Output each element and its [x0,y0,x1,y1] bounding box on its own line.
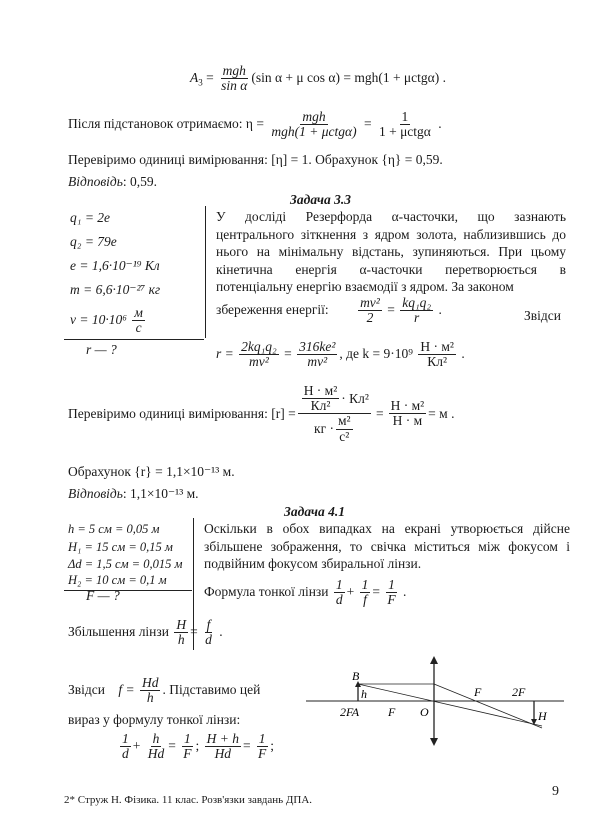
sub-frac4: $\frac{H + h}{Hd}$ [206,731,239,762]
v-unit-den: с [135,320,142,336]
r-den1: mv² [249,354,269,370]
given33-3: e = 1,6·10⁻¹⁹ Кл [70,258,160,273]
magnif-frac1: $\frac{H}{h}$ [176,617,187,648]
units-label-r: Перевіримо одиниці вимірювання: [r] = [68,405,296,421]
a3-num: mgh [222,63,246,78]
lens-arrow-top [430,656,438,664]
thin-lens-formula: Формула тонкої лінзи $\frac{1}{d}$ + $\frac{1}{f}$ = $\frac{1}{F}$ . [204,577,407,608]
label-B: B [352,669,360,683]
cons-den2: r [414,310,420,326]
conservation-line: збереження енергії: $\frac{\text{mv²}}{2}$ = $\frac{\text{kq₁q₂}}{r}$ . [216,295,442,326]
magnif-frac2: $\frac{f}{d}$ [205,617,212,648]
f-eq: f = [118,681,135,697]
label-O: O [420,705,429,719]
conservation-label: збереження енергії: [216,301,329,317]
r-den2: mv² [307,354,328,370]
label-F1: F [388,705,396,719]
label-2FA: 2FA [340,705,360,719]
given41-divider [64,590,192,591]
subst-text-2: вираз у формулу тонкої лінзи: [68,712,241,727]
k-unit [418,340,456,369]
lens-arrow-bottom [430,738,438,746]
units-inner-bottom [336,414,353,443]
eta-eq: η = [245,115,264,131]
v-unit-num: м [134,305,143,320]
r-num1: 2kq₁q₂ [241,339,277,354]
a3-sub: 3 [198,77,203,88]
cons-num1: mv² [360,295,380,310]
given33-4: m = 6,6·10⁻²⁷ кг [70,282,161,297]
lens-ray-diagram [306,654,566,754]
r-formula: r = $\frac{\text{2kq₁q₂}}{\text{mv²}}$ = $\frac{\text{316ke²}}{\text{mv²}}$ , де k = 9·10⁹ $\frac{\text{Н · м²}}{\text{Кл²}}$ . [216,339,465,370]
f-num: Hd [141,675,159,690]
given33-1: q₁ = 2e [70,210,111,225]
whence-41: Звідси [68,681,105,697]
u-res: = м . [428,405,455,421]
k-unit-num: Н · м² [420,339,454,354]
v-unit [132,306,145,335]
u-res-den: Н · м [392,413,423,429]
answer-1 [68,174,157,190]
k-unit-den: Кл² [427,354,448,370]
eta-frac2 [377,110,433,139]
cons-num2: kq₁q₂ [402,295,432,310]
magnification: Збільшення лінзи $\frac{H}{h}$ = $\frac{f}{d}$ . [68,617,223,648]
eta-den2: 1 + μctgα [378,124,431,140]
given33-vline [205,206,206,338]
answer-value-1: : 0,59. [122,174,158,189]
u-num-den: Кл² [310,398,331,414]
eta-num1: mgh [302,109,326,124]
magnif-label: Збільшення лінзи [68,623,169,639]
sub-frac1: $\frac{1}{d}$ [122,731,129,762]
find41: F — ? [86,588,120,603]
eta-num2: 1 [401,109,409,124]
task33-title: Задача 3.3 [290,192,351,207]
a3-symbol: A [190,69,199,85]
k-where: , де k = 9·10⁹ [339,345,413,361]
answer-value-33: : 1,1×10⁻¹³ м. [122,486,199,501]
cons-frac1 [358,296,382,325]
calc-33: Обрахунок {r} = 1,1×10⁻¹³ м. [68,464,235,479]
lens-substituted: $\frac{1}{d}$ + $\frac{h}{Hd}$ = $\frac{1}{F}$ ; $\frac{H + h}{Hd}$ = $\frac{1}{F}$ ; [122,731,275,762]
answer-33 [68,486,199,502]
sub-frac3: $\frac{1}{F}$ [183,731,192,762]
label-h: h [361,687,367,701]
footer-credit: 2* Струж Н. Фізика. 11 клас. Розв'язки завдань ДПА. [64,794,313,806]
answer-label-33: Відповідь [68,486,123,501]
lens-frac-f: $\frac{1}{f}$ [361,577,369,608]
r-frac2 [297,340,337,369]
sub-frac2: $\frac{h}{Hd}$ [147,731,165,762]
a3-rest: (sin α + μ cos α) = mgh(1 + μctgα) . [251,69,446,85]
find33: r — ? [86,342,117,357]
cons-den1: 2 [366,310,374,326]
answer-label-1: Відповідь [68,174,123,189]
units-check-r: Перевіримо одиниці вимірювання: [r] = $\frac{\text{Н · м²}}{\text{Кл²}}$ · Кл² кг · $\frac{\text{м²}}{\text{с²}}$ = $\frac{\text{Н · м²}}{Н \cdot м}$ = м . [68,383,455,444]
given33-divider [64,339,204,340]
f-frac [140,676,161,705]
label-F2: F [474,685,482,699]
a3-den: sin α [221,78,248,94]
r-frac1 [239,340,279,369]
units-check-eta: Перевіримо одиниці вимірювання: [η] = 1. Обрахунок {η} = 0,59. [68,152,443,167]
a3-formula: $A_3$ = $\frac{\text{mgh}}{\text{sin α}}$ (sin α + μ cos α) = mgh(1 + μctgα) . [190,63,446,94]
a3-fraction [219,64,249,93]
label-2F: 2F [512,685,526,699]
given41-2: H₁ = 15 см = 0,15 м [68,540,173,554]
given33-v: v = 10·10⁶ [70,311,127,327]
lens-frac-d: $\frac{1}{d}$ [335,577,343,608]
u-den-num: м² [338,413,351,429]
task41-title: Задача 4.1 [284,504,345,519]
u-num-top: Н · м² [303,383,338,398]
eta-formula: Після підстановок отримаємо: η = $\frac{\text{mgh}}{\text{mgh(1 + μctgα)}}$ = $\frac{1}{\text{1 + μctgα}}$ . [68,109,442,140]
eta-frac1 [269,110,358,139]
label-H: H [538,709,547,723]
u-res-num: Н · м² [390,398,425,414]
lens-frac-F: $\frac{1}{F}$ [387,577,396,608]
f-expression [68,676,260,705]
given33-2: q₂ = 79e [70,234,117,249]
ray-refracted [434,684,542,728]
cons-frac2 [400,296,433,325]
eta-den1: mgh(1 + μctgα) [271,124,357,140]
page-number: 9 [552,784,559,799]
given41-4: H₂ = 10 см = 0,1 м [68,573,167,587]
r-num2: 316ke² [299,339,336,354]
units-result-frac [389,399,427,428]
u-den-den: с² [339,428,350,444]
f-den: h [146,690,154,706]
task33-text: У досліді Резерфорда α-часточки, що зазнають центрального зіткнення з ядром золота, наблизившись до нього на мінімальну відстань, зупиняються. При цьому кінетична енергія α-часточки перетворюється в потенціальну енергію взаємодії з ядром. За законом [216,209,566,294]
sub-frac5: $\frac{1}{F}$ [258,731,267,762]
formula-label: Формула тонкої лінзи [204,583,329,599]
units-big-frac [298,384,371,444]
task41-text: Оскільки в обох випадках на екрані утворюється дійсне збільшене зображення, то свічка міститься між фокусом і подвійним фокусом збиральної лінзи. [204,521,570,571]
after-subst-text: Після підстановок отримаємо: [68,115,243,131]
units-inner-top [302,384,340,413]
u-num-tail: · Кл² [341,390,369,406]
whence-33: Звідси [524,308,561,323]
given33-5 [70,306,147,335]
given41-1: h = 5 см = 0,05 м [68,522,160,536]
u-den-kg: кг · [314,420,334,436]
r-eq: r = [216,345,234,361]
subst-text: . Підставимо цей [162,681,261,697]
given41-3: Δd = 1,5 см = 0,015 м [68,557,183,571]
